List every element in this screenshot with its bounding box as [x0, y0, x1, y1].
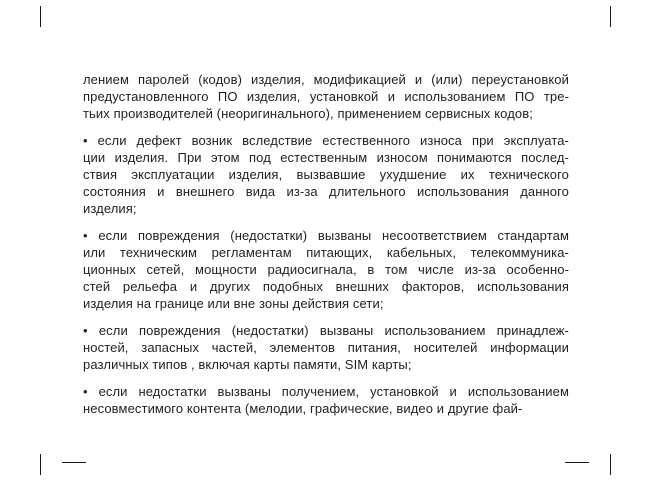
- text-line: изделия на границе или вне зоны действия сети;: [83, 296, 384, 311]
- paragraph: [83, 322, 569, 373]
- paragraph: [83, 383, 569, 417]
- crop-mark-bottom-right-vertical: [610, 454, 611, 475]
- paragraph: [83, 132, 569, 217]
- crop-mark-top-left-vertical: [40, 6, 41, 27]
- crop-mark-bottom-left-vertical: [40, 454, 41, 475]
- text-line: предустановленного ПО изделия, установкой и использованием ПО тре-: [83, 89, 569, 104]
- text-line: различных типов , включая карты памяти, SIM карты;: [83, 357, 412, 372]
- text-line: или техническим регламентам питающих, кабельных, телекоммуника-: [83, 245, 569, 260]
- text-line: ции изделия. При этом под естественным износом понимаются послед-: [83, 150, 569, 165]
- text-line: • если недостатки вызваны получением, установкой и использованием: [83, 384, 569, 399]
- text-line: изделия;: [83, 201, 137, 216]
- crop-mark-top-right-vertical: [610, 6, 611, 27]
- paragraph: [83, 71, 569, 122]
- crop-mark-bottom-right-horizontal: [565, 462, 589, 463]
- text-line: ствия эксплуатации изделия, вызвавшие ухудшение их технического: [83, 167, 569, 182]
- text-line: ционных сетей, мощности радиосигнала, в том числе из-за особенно-: [83, 262, 569, 277]
- text-line: несовместимого контента (мелодии, графические, видео и другие фай-: [83, 401, 523, 416]
- text-line: стей рельефа и других подобных внешних факторов, использования: [83, 279, 569, 294]
- text-line: • если повреждения (недостатки) вызваны использованием принадлеж-: [83, 323, 569, 338]
- crop-mark-bottom-left-horizontal: [62, 462, 86, 463]
- text-line: • если дефект возник вследствие естественного износа при эксплуата-: [83, 133, 569, 148]
- text-line: состояния и внешнего вида из-за длительного использования данного: [83, 184, 569, 199]
- text-line: лением паролей (кодов) изделия, модификацией и (или) переустановкой: [83, 72, 569, 87]
- paragraph: [83, 227, 569, 312]
- text-line: ностей, запасных частей, элементов питания, носителей информации: [83, 340, 569, 355]
- document-text: [83, 71, 569, 417]
- text-line: тьих производителей (неоригинального), применением сервисных кодов;: [83, 106, 533, 121]
- text-line: • если повреждения (недостатки) вызваны несоответствием стандартам: [83, 228, 569, 243]
